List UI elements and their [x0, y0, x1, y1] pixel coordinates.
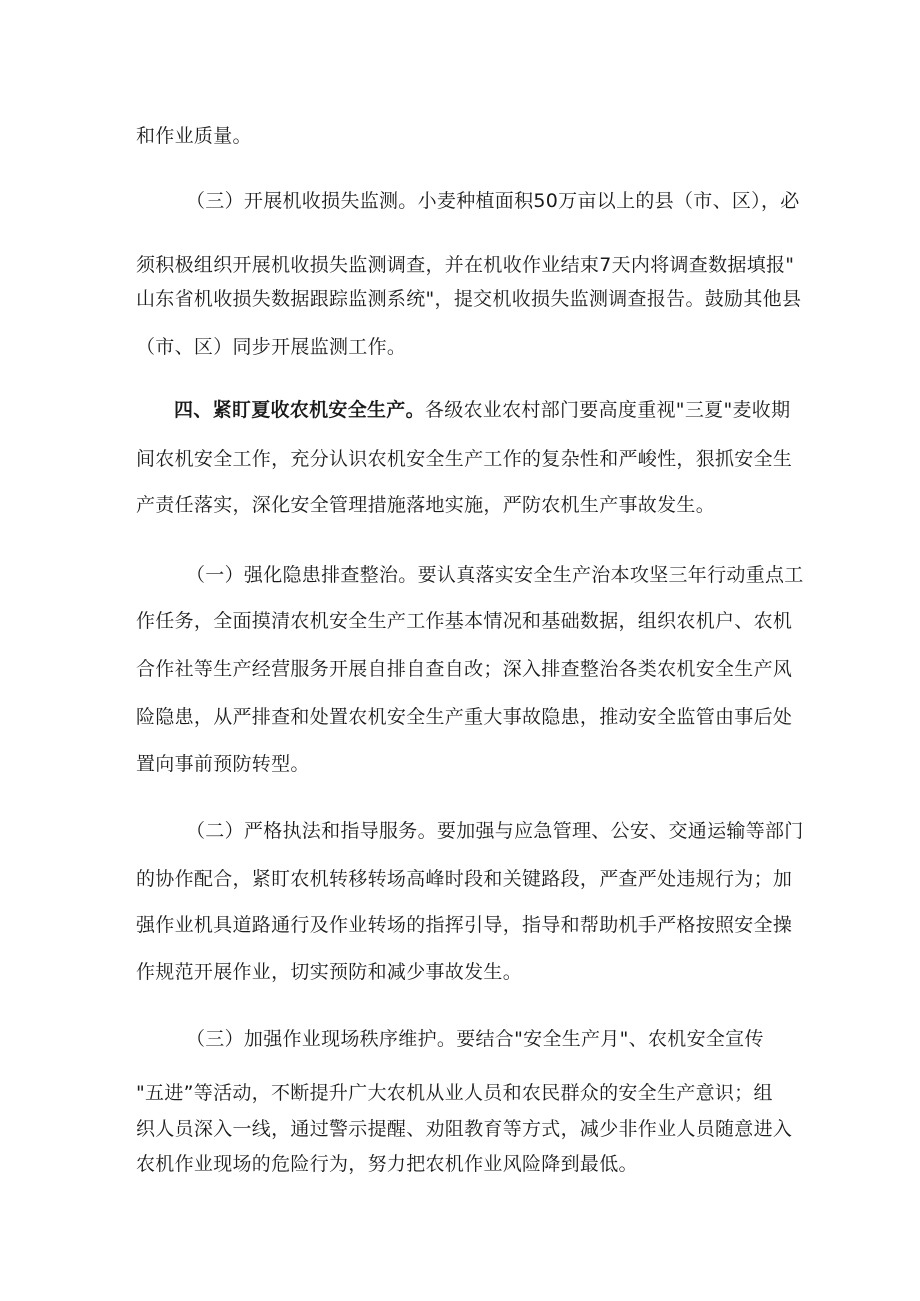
text-line: 山东省机收损失数据跟踪监测系统"，提交机收损失监测调查报告。鼓励其他县 [136, 288, 802, 310]
text-line: 的协作配合，紧盯农机转移转场高峰时段和关键路段，严查严处违规行为；加 [136, 868, 793, 890]
text-line: 织人员深入一线，通过警示提醒、劝阻教育等方式，减少非作业人员随意进入 [136, 1118, 793, 1140]
text-line: 农机作业现场的危险行为，努力把农机作业风险降到最低。 [136, 1153, 638, 1175]
text-line: 合作社等生产经营服务开展自排自查自改；深入排查整治各类农机安全生产风 [136, 658, 793, 680]
text-line: 和作业质量。 [136, 125, 252, 147]
text-line: （三）开展机收损失监测。小麦种植面积50万亩以上的县（市、区），必 [186, 190, 800, 212]
text-line: 险隐患，从严排查和处置农机安全生产重大事故隐患，推动安全监管由事后处 [136, 706, 793, 728]
text-line: 置向事前预防转型。 [136, 753, 310, 775]
section-heading: 四、紧盯夏收农机安全生产。 [174, 399, 425, 421]
text-line: 作任务，全面摸清农机安全生产工作基本情况和基础数据，组织农机户、农机 [136, 610, 793, 632]
text-line: 间农机安全工作，充分认识农机安全生产工作的复杂性和严峻性，狠抓安全生 [136, 448, 793, 470]
text-line: 强作业机具道路通行及作业转场的指挥引导，指导和帮助机手严格按照安全操 [136, 914, 793, 936]
text-line: （二）严格执法和指导服务。要加强与应急管理、公安、交通运输等部门 [186, 820, 804, 842]
text-line: 须积极组织开展机收损失监测调查，并在机收作业结束7天内将调查数据填报" [136, 254, 795, 276]
text-line: "五进”等活动，不断提升广大农机从业人员和农民群众的安全生产意识；组 [136, 1082, 773, 1104]
section-heading-rest: 各级农业农村部门要高度重视"三夏"麦收期 [424, 399, 791, 421]
text-line: 产责任落实，深化安全管理措施落地实施，严防农机生产事故发生。 [136, 494, 716, 516]
text-line: 作规范开展作业，切实预防和减少事故发生。 [136, 961, 523, 983]
text-line: （三）加强作业现场秩序维护。要结合"安全生产月"、农机安全宣传 [186, 1028, 764, 1050]
section-heading-line [174, 398, 790, 422]
text-line: （一）强化隐患排查整治。要认真落实安全生产治本攻坚三年行动重点工 [186, 564, 804, 586]
text-line: （市、区）同步开展监测工作。 [136, 336, 407, 358]
